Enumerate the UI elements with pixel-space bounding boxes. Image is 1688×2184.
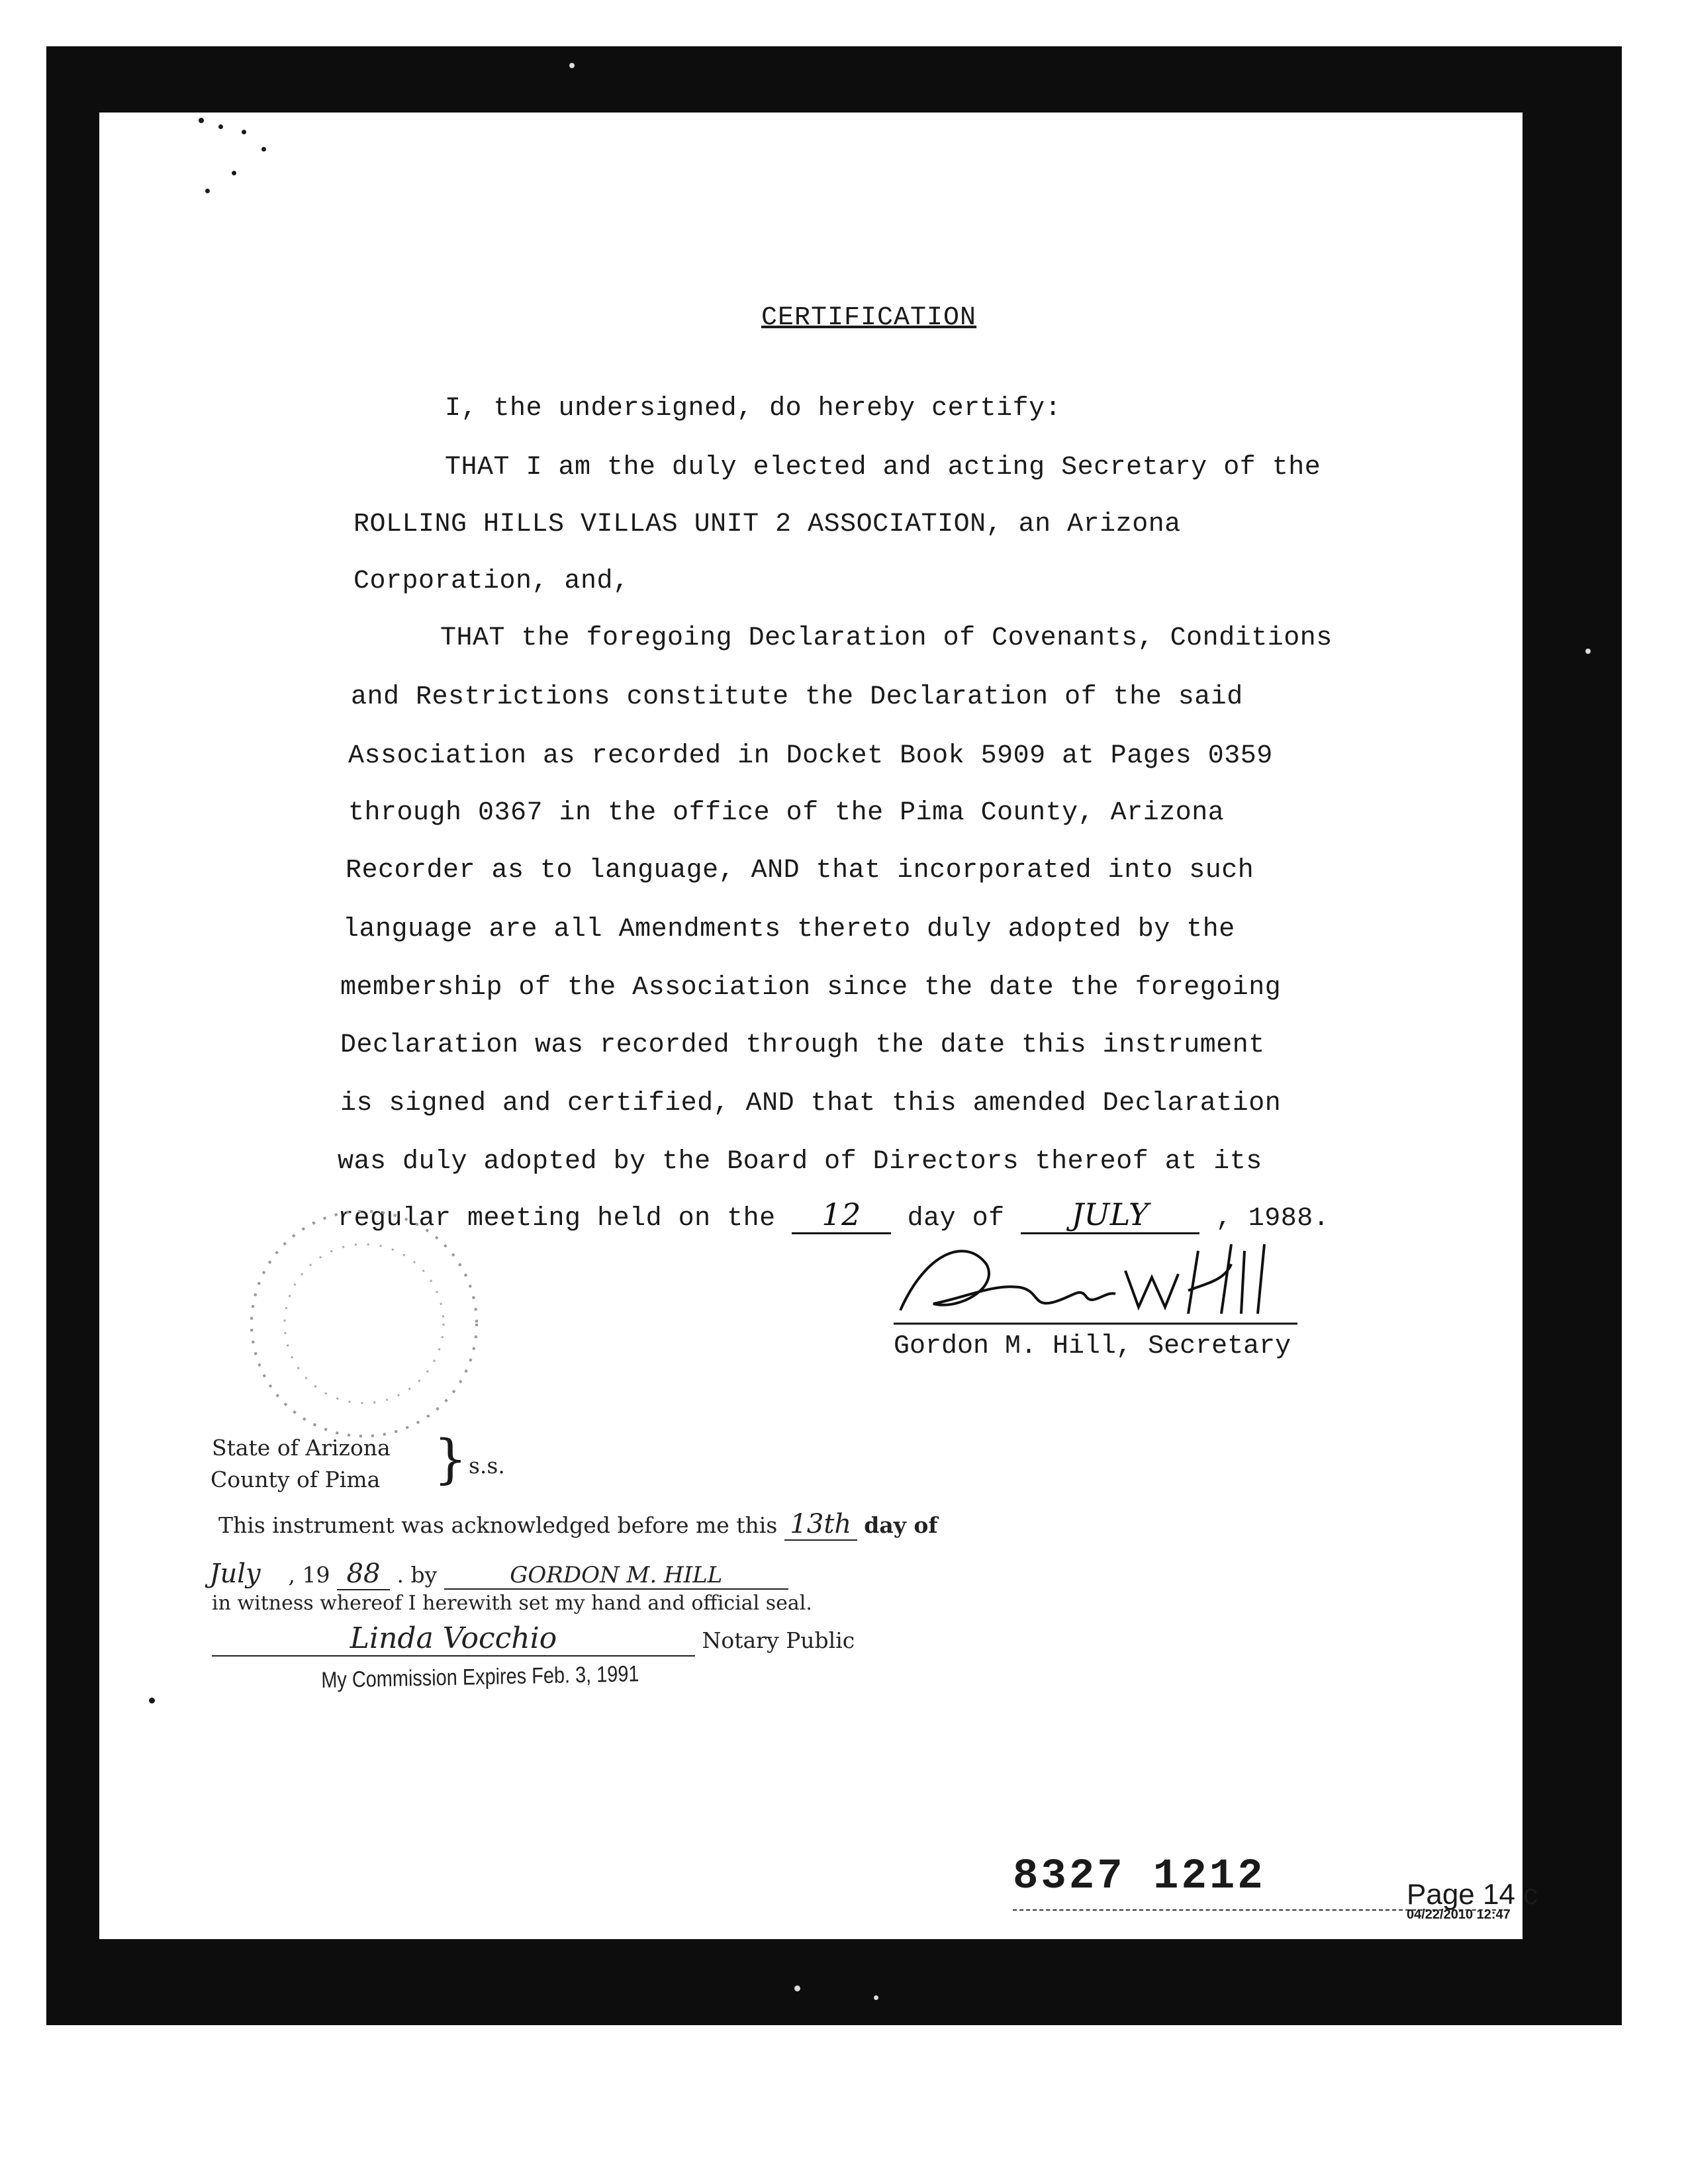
ack-month: July [209,1559,261,1589]
ack-year-prefix: , 19 [288,1562,330,1588]
scan-speck [569,63,575,68]
body-line: Recorder as to language, AND that incorporated into such [346,856,1254,886]
ack-prefix: This instrument was acknowledged before me this [218,1512,778,1538]
page-number: Page 14 c [1407,1878,1538,1911]
scan-speck [199,118,204,123]
secretary-printed-name: Gordon M. Hill, Secretary [894,1332,1291,1361]
meeting-year: , 1988. [1215,1204,1330,1234]
body-line: Association as recorded in Docket Book 5909 at Pages 0359 [348,741,1273,771]
body-line: was duly adopted by the Board of Directors thereof at its [338,1147,1262,1177]
notary-acknowledgment [218,1509,938,1541]
body-line: Corporation, and, [353,567,630,596]
scan-speck [874,1995,878,2000]
notary-county: County of Pima [211,1467,381,1492]
body-line: language are all Amendments thereto duly adopted by the [343,915,1235,944]
notary-brace: } [434,1428,467,1490]
meeting-day: 12 [792,1197,891,1234]
scan-speck [149,1698,155,1704]
body-line: through 0367 in the office of the Pima County, Arizona [348,798,1225,828]
meeting-day-of: day of [907,1204,1005,1234]
notary-state: State of Arizona [212,1435,391,1461]
meeting-prefix: regular meeting held on the [338,1204,776,1234]
document-title: CERTIFICATION [761,303,977,333]
scan-speck [1585,649,1591,654]
document-page [99,113,1523,1939]
notary-date-line [189,1559,788,1590]
notary-signature-row [212,1621,855,1657]
notary-seal [179,1185,549,1463]
scan-speck [261,147,266,152]
scan-speck [242,130,246,134]
notary-commission-stamp: My Commission Expires Feb. 3, 1991 [321,1661,639,1693]
scan-speck [218,124,223,129]
notary-witness: in witness whereof I herewith set my hand and official seal. [212,1592,812,1615]
scan-speck [232,171,236,175]
scan-speck [794,1985,800,1991]
fax-timestamp: 04/22/2010 12:47 [1407,1907,1511,1922]
body-line: Declaration was recorded through the date this instrument [340,1030,1265,1060]
secretary-signature [887,1224,1297,1337]
scan-speck [205,189,210,193]
record-number: 8327 1212 [1013,1853,1266,1901]
body-line: I, the undersigned, do hereby certify: [445,394,1062,424]
ack-suffix: day of [864,1512,938,1538]
body-line: and Restrictions constitute the Declaration of the said [351,682,1243,712]
body-line: THAT I am the duly elected and acting Secretary of the [445,453,1321,482]
body-line: is signed and certified, AND that this amended Declaration [340,1089,1282,1118]
meeting-month: JULY [1021,1197,1199,1234]
ack-person: GORDON M. HILL [444,1562,788,1590]
ack-day: 13th [784,1509,857,1541]
notary-signature: Linda Vocchio [212,1621,695,1657]
body-line: membership of the Association since the date the foregoing [340,973,1282,1003]
notary-title: Notary Public [702,1627,855,1653]
notary-ss: s.s. [469,1453,505,1479]
body-line: ROLLING HILLS VILLAS UNIT 2 ASSOCIATION, an Arizona [353,510,1181,539]
body-line: THAT the foregoing Declaration of Covenants, Conditions [440,623,1333,653]
ack-year: 88 [337,1559,390,1590]
ack-by: . by [397,1562,438,1588]
